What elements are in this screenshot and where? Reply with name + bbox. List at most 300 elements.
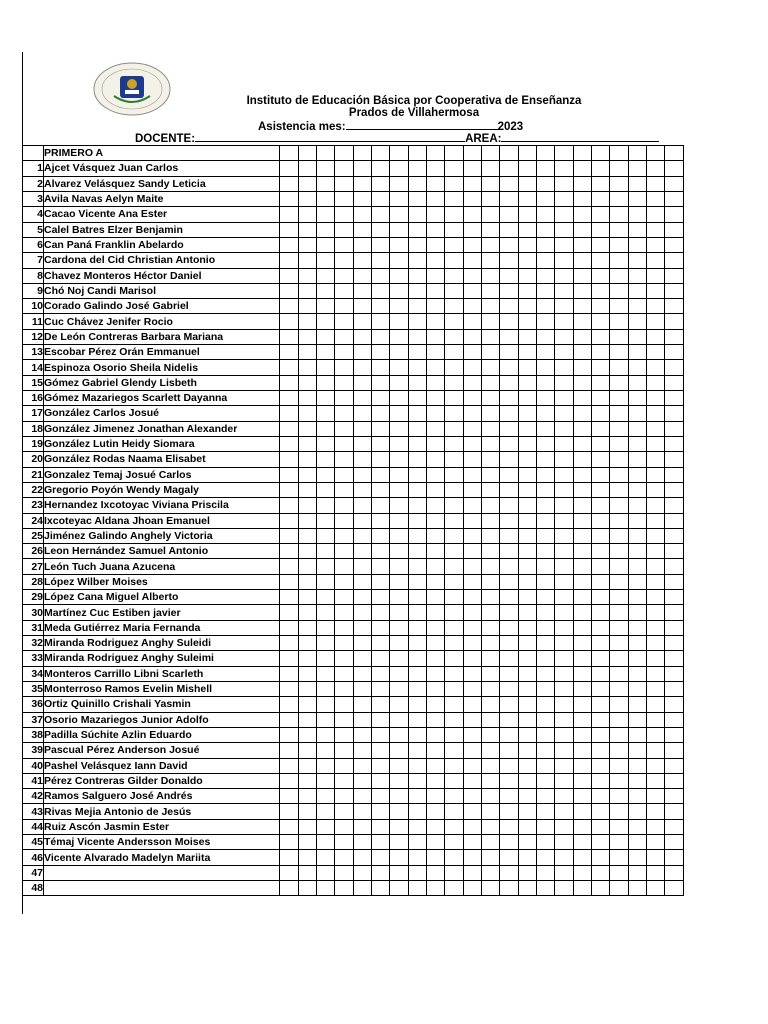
attendance-cell[interactable] [299,482,317,497]
attendance-cell[interactable] [592,482,610,497]
attendance-cell[interactable] [629,436,647,451]
attendance-cell[interactable] [519,391,537,406]
attendance-cell[interactable] [317,467,335,482]
attendance-cell[interactable] [500,636,519,651]
attendance-cell[interactable] [372,146,390,161]
attendance-cell[interactable] [280,697,299,712]
attendance-cell[interactable] [537,253,555,268]
attendance-cell[interactable] [354,804,372,819]
attendance-cell[interactable] [574,253,592,268]
attendance-cell[interactable] [445,161,464,176]
attendance-cell[interactable] [372,528,390,543]
attendance-cell[interactable] [574,727,592,742]
attendance-cell[interactable] [500,452,519,467]
attendance-cell[interactable] [647,406,665,421]
attendance-cell[interactable] [537,191,555,206]
attendance-cell[interactable] [409,436,427,451]
attendance-cell[interactable] [354,636,372,651]
attendance-cell[interactable] [629,636,647,651]
attendance-cell[interactable] [537,268,555,283]
attendance-cell[interactable] [482,299,500,314]
attendance-cell[interactable] [647,789,665,804]
attendance-cell[interactable] [354,314,372,329]
attendance-cell[interactable] [592,498,610,513]
attendance-cell[interactable] [555,299,574,314]
attendance-cell[interactable] [629,329,647,344]
attendance-cell[interactable] [445,237,464,252]
attendance-cell[interactable] [610,161,629,176]
attendance-cell[interactable] [335,498,354,513]
attendance-cell[interactable] [665,222,684,237]
attendance-cell[interactable] [574,146,592,161]
attendance-cell[interactable] [427,513,445,528]
attendance-cell[interactable] [629,789,647,804]
attendance-cell[interactable] [629,620,647,635]
attendance-cell[interactable] [409,375,427,390]
attendance-cell[interactable] [372,620,390,635]
attendance-cell[interactable] [317,559,335,574]
attendance-cell[interactable] [574,237,592,252]
attendance-cell[interactable] [299,651,317,666]
attendance-cell[interactable] [574,375,592,390]
attendance-cell[interactable] [482,819,500,834]
attendance-cell[interactable] [537,559,555,574]
attendance-cell[interactable] [555,237,574,252]
attendance-cell[interactable] [610,222,629,237]
attendance-cell[interactable] [537,329,555,344]
attendance-cell[interactable] [629,605,647,620]
attendance-cell[interactable] [592,865,610,880]
attendance-cell[interactable] [592,804,610,819]
attendance-cell[interactable] [537,207,555,222]
student-name[interactable]: Gregorio Poyón Wendy Magaly [44,482,280,497]
attendance-cell[interactable] [409,574,427,589]
attendance-cell[interactable] [464,789,482,804]
attendance-cell[interactable] [317,176,335,191]
attendance-cell[interactable] [427,865,445,880]
student-name[interactable]: González Carlos Josué [44,406,280,421]
attendance-cell[interactable] [280,283,299,298]
attendance-cell[interactable] [317,605,335,620]
attendance-cell[interactable] [555,268,574,283]
attendance-cell[interactable] [647,850,665,865]
attendance-cell[interactable] [335,819,354,834]
attendance-cell[interactable] [537,881,555,896]
attendance-cell[interactable] [372,498,390,513]
attendance-cell[interactable] [482,421,500,436]
attendance-cell[interactable] [280,191,299,206]
student-name[interactable]: De León Contreras Barbara Mariana [44,329,280,344]
attendance-cell[interactable] [409,559,427,574]
attendance-cell[interactable] [445,360,464,375]
attendance-cell[interactable] [574,819,592,834]
attendance-cell[interactable] [317,191,335,206]
attendance-cell[interactable] [354,391,372,406]
attendance-cell[interactable] [592,161,610,176]
attendance-cell[interactable] [464,574,482,589]
attendance-cell[interactable] [629,513,647,528]
attendance-cell[interactable] [317,207,335,222]
attendance-cell[interactable] [665,146,684,161]
attendance-cell[interactable] [482,345,500,360]
attendance-cell[interactable] [574,544,592,559]
attendance-cell[interactable] [629,452,647,467]
attendance-cell[interactable] [335,375,354,390]
attendance-cell[interactable] [299,253,317,268]
attendance-cell[interactable] [555,375,574,390]
attendance-cell[interactable] [555,574,574,589]
attendance-cell[interactable] [555,681,574,696]
attendance-cell[interactable] [280,268,299,283]
attendance-cell[interactable] [409,253,427,268]
attendance-cell[interactable] [354,651,372,666]
attendance-cell[interactable] [519,590,537,605]
attendance-cell[interactable] [390,835,409,850]
attendance-cell[interactable] [482,681,500,696]
attendance-cell[interactable] [445,299,464,314]
attendance-cell[interactable] [555,253,574,268]
attendance-cell[interactable] [317,452,335,467]
attendance-cell[interactable] [427,773,445,788]
attendance-cell[interactable] [500,498,519,513]
attendance-cell[interactable] [445,528,464,543]
attendance-cell[interactable] [647,268,665,283]
attendance-cell[interactable] [555,804,574,819]
attendance-cell[interactable] [500,850,519,865]
attendance-cell[interactable] [299,452,317,467]
attendance-cell[interactable] [317,482,335,497]
attendance-cell[interactable] [409,237,427,252]
attendance-cell[interactable] [500,819,519,834]
attendance-cell[interactable] [629,360,647,375]
attendance-cell[interactable] [427,436,445,451]
attendance-cell[interactable] [335,391,354,406]
attendance-cell[interactable] [519,881,537,896]
attendance-cell[interactable] [372,452,390,467]
attendance-cell[interactable] [280,620,299,635]
attendance-cell[interactable] [354,850,372,865]
attendance-cell[interactable] [629,697,647,712]
attendance-cell[interactable] [299,865,317,880]
attendance-cell[interactable] [354,758,372,773]
attendance-cell[interactable] [610,528,629,543]
attendance-cell[interactable] [592,176,610,191]
attendance-cell[interactable] [519,712,537,727]
attendance-cell[interactable] [390,590,409,605]
attendance-cell[interactable] [610,191,629,206]
student-name[interactable]: Chavez Monteros Héctor Daniel [44,268,280,283]
attendance-cell[interactable] [317,513,335,528]
attendance-cell[interactable] [317,697,335,712]
attendance-cell[interactable] [647,360,665,375]
attendance-cell[interactable] [647,620,665,635]
attendance-cell[interactable] [519,605,537,620]
attendance-cell[interactable] [647,314,665,329]
attendance-cell[interactable] [445,590,464,605]
attendance-cell[interactable] [574,345,592,360]
attendance-cell[interactable] [445,712,464,727]
attendance-cell[interactable] [555,544,574,559]
attendance-cell[interactable] [665,712,684,727]
attendance-cell[interactable] [519,835,537,850]
attendance-cell[interactable] [500,758,519,773]
attendance-cell[interactable] [555,789,574,804]
attendance-cell[interactable] [665,513,684,528]
attendance-cell[interactable] [555,620,574,635]
attendance-cell[interactable] [665,590,684,605]
attendance-cell[interactable] [335,207,354,222]
student-name[interactable]: Corado Galindo José Gabriel [44,299,280,314]
attendance-cell[interactable] [610,146,629,161]
attendance-cell[interactable] [555,513,574,528]
attendance-cell[interactable] [464,559,482,574]
attendance-cell[interactable] [574,666,592,681]
attendance-cell[interactable] [647,773,665,788]
attendance-cell[interactable] [464,681,482,696]
attendance-cell[interactable] [629,421,647,436]
attendance-cell[interactable] [280,237,299,252]
attendance-cell[interactable] [427,207,445,222]
attendance-cell[interactable] [629,881,647,896]
attendance-cell[interactable] [482,360,500,375]
attendance-cell[interactable] [409,513,427,528]
student-name[interactable]: Padilla Súchite Azlin Eduardo [44,727,280,742]
attendance-cell[interactable] [647,467,665,482]
attendance-cell[interactable] [299,207,317,222]
attendance-cell[interactable] [335,590,354,605]
attendance-cell[interactable] [390,176,409,191]
attendance-cell[interactable] [574,176,592,191]
attendance-cell[interactable] [665,161,684,176]
attendance-cell[interactable] [427,421,445,436]
attendance-cell[interactable] [445,620,464,635]
attendance-cell[interactable] [335,559,354,574]
attendance-cell[interactable] [445,865,464,880]
attendance-cell[interactable] [555,391,574,406]
student-name[interactable]: Avila Navas Aelyn Maite [44,191,280,206]
attendance-cell[interactable] [610,850,629,865]
attendance-cell[interactable] [299,299,317,314]
attendance-cell[interactable] [335,299,354,314]
attendance-cell[interactable] [354,743,372,758]
student-name[interactable]: Alvarez Velásquez Sandy Leticia [44,176,280,191]
attendance-cell[interactable] [354,375,372,390]
attendance-cell[interactable] [409,590,427,605]
attendance-cell[interactable] [537,467,555,482]
student-name[interactable]: Gómez Gabriel Glendy Lisbeth [44,375,280,390]
attendance-cell[interactable] [464,727,482,742]
attendance-cell[interactable] [647,651,665,666]
attendance-cell[interactable] [629,773,647,788]
attendance-cell[interactable] [665,743,684,758]
attendance-cell[interactable] [464,191,482,206]
attendance-cell[interactable] [537,651,555,666]
attendance-cell[interactable] [629,681,647,696]
attendance-cell[interactable] [647,544,665,559]
attendance-cell[interactable] [372,850,390,865]
attendance-cell[interactable] [372,590,390,605]
attendance-cell[interactable] [519,773,537,788]
attendance-cell[interactable] [500,237,519,252]
attendance-cell[interactable] [519,482,537,497]
attendance-cell[interactable] [482,758,500,773]
attendance-cell[interactable] [280,436,299,451]
attendance-cell[interactable] [610,881,629,896]
attendance-cell[interactable] [280,452,299,467]
attendance-cell[interactable] [555,819,574,834]
student-name[interactable]: Cuc Chávez Jenifer Rocio [44,314,280,329]
attendance-cell[interactable] [409,819,427,834]
attendance-cell[interactable] [574,712,592,727]
attendance-cell[interactable] [482,482,500,497]
attendance-cell[interactable] [665,819,684,834]
attendance-cell[interactable] [445,881,464,896]
attendance-cell[interactable] [647,697,665,712]
attendance-cell[interactable] [574,283,592,298]
student-name[interactable]: Miranda Rodriguez Anghy Suleimi [44,651,280,666]
attendance-cell[interactable] [500,314,519,329]
attendance-cell[interactable] [427,237,445,252]
attendance-cell[interactable] [610,345,629,360]
attendance-cell[interactable] [555,865,574,880]
attendance-cell[interactable] [610,681,629,696]
attendance-cell[interactable] [280,789,299,804]
attendance-cell[interactable] [372,391,390,406]
attendance-cell[interactable] [354,712,372,727]
attendance-cell[interactable] [409,391,427,406]
attendance-cell[interactable] [409,773,427,788]
attendance-cell[interactable] [445,253,464,268]
attendance-cell[interactable] [555,467,574,482]
attendance-cell[interactable] [592,406,610,421]
attendance-cell[interactable] [427,314,445,329]
attendance-cell[interactable] [317,360,335,375]
student-name[interactable]: León Tuch Juana Azucena [44,559,280,574]
attendance-cell[interactable] [592,651,610,666]
attendance-cell[interactable] [610,804,629,819]
attendance-cell[interactable] [610,406,629,421]
attendance-cell[interactable] [647,528,665,543]
attendance-cell[interactable] [317,345,335,360]
attendance-cell[interactable] [445,819,464,834]
attendance-cell[interactable] [610,743,629,758]
attendance-cell[interactable] [299,712,317,727]
attendance-cell[interactable] [665,620,684,635]
student-name[interactable]: Pérez Contreras Gilder Donaldo [44,773,280,788]
attendance-cell[interactable] [390,697,409,712]
attendance-cell[interactable] [482,146,500,161]
attendance-cell[interactable] [610,498,629,513]
attendance-cell[interactable] [372,666,390,681]
attendance-cell[interactable] [647,590,665,605]
attendance-cell[interactable] [537,314,555,329]
attendance-cell[interactable] [390,574,409,589]
attendance-cell[interactable] [629,191,647,206]
attendance-cell[interactable] [665,666,684,681]
attendance-cell[interactable] [610,176,629,191]
attendance-cell[interactable] [427,819,445,834]
attendance-cell[interactable] [610,482,629,497]
attendance-cell[interactable] [299,681,317,696]
attendance-cell[interactable] [610,207,629,222]
attendance-cell[interactable] [390,712,409,727]
attendance-cell[interactable] [665,544,684,559]
attendance-cell[interactable] [390,773,409,788]
student-name[interactable]: Ajcet Vásquez Juan Carlos [44,161,280,176]
attendance-cell[interactable] [519,804,537,819]
attendance-cell[interactable] [519,237,537,252]
attendance-cell[interactable] [335,636,354,651]
attendance-cell[interactable] [629,283,647,298]
attendance-cell[interactable] [555,360,574,375]
attendance-cell[interactable] [592,850,610,865]
attendance-cell[interactable] [519,146,537,161]
attendance-cell[interactable] [299,146,317,161]
attendance-cell[interactable] [317,161,335,176]
attendance-cell[interactable] [317,681,335,696]
attendance-cell[interactable] [390,636,409,651]
attendance-cell[interactable] [280,207,299,222]
attendance-cell[interactable] [354,819,372,834]
attendance-cell[interactable] [555,605,574,620]
attendance-cell[interactable] [372,237,390,252]
student-name[interactable]: González Lutin Heidy Siomara [44,436,280,451]
attendance-cell[interactable] [574,835,592,850]
attendance-cell[interactable] [299,605,317,620]
attendance-cell[interactable] [665,758,684,773]
attendance-cell[interactable] [299,191,317,206]
attendance-cell[interactable] [665,681,684,696]
attendance-cell[interactable] [647,191,665,206]
attendance-cell[interactable] [427,835,445,850]
attendance-cell[interactable] [299,498,317,513]
attendance-cell[interactable] [445,375,464,390]
attendance-cell[interactable] [665,789,684,804]
attendance-cell[interactable] [409,528,427,543]
attendance-cell[interactable] [427,850,445,865]
attendance-cell[interactable] [464,406,482,421]
attendance-cell[interactable] [317,712,335,727]
attendance-cell[interactable] [500,299,519,314]
attendance-cell[interactable] [519,176,537,191]
attendance-cell[interactable] [629,528,647,543]
attendance-cell[interactable] [482,712,500,727]
attendance-cell[interactable] [464,314,482,329]
attendance-cell[interactable] [610,314,629,329]
attendance-cell[interactable] [665,574,684,589]
attendance-cell[interactable] [574,850,592,865]
attendance-cell[interactable] [317,727,335,742]
attendance-cell[interactable] [610,605,629,620]
attendance-cell[interactable] [390,605,409,620]
attendance-cell[interactable] [629,850,647,865]
attendance-cell[interactable] [629,804,647,819]
attendance-cell[interactable] [519,850,537,865]
attendance-cell[interactable] [390,651,409,666]
attendance-cell[interactable] [665,467,684,482]
attendance-cell[interactable] [280,804,299,819]
student-name[interactable] [44,881,280,896]
attendance-cell[interactable] [665,605,684,620]
attendance-cell[interactable] [335,773,354,788]
attendance-cell[interactable] [390,406,409,421]
attendance-cell[interactable] [574,360,592,375]
attendance-cell[interactable] [647,559,665,574]
attendance-cell[interactable] [299,636,317,651]
attendance-cell[interactable] [445,544,464,559]
attendance-cell[interactable] [354,865,372,880]
attendance-cell[interactable] [464,329,482,344]
